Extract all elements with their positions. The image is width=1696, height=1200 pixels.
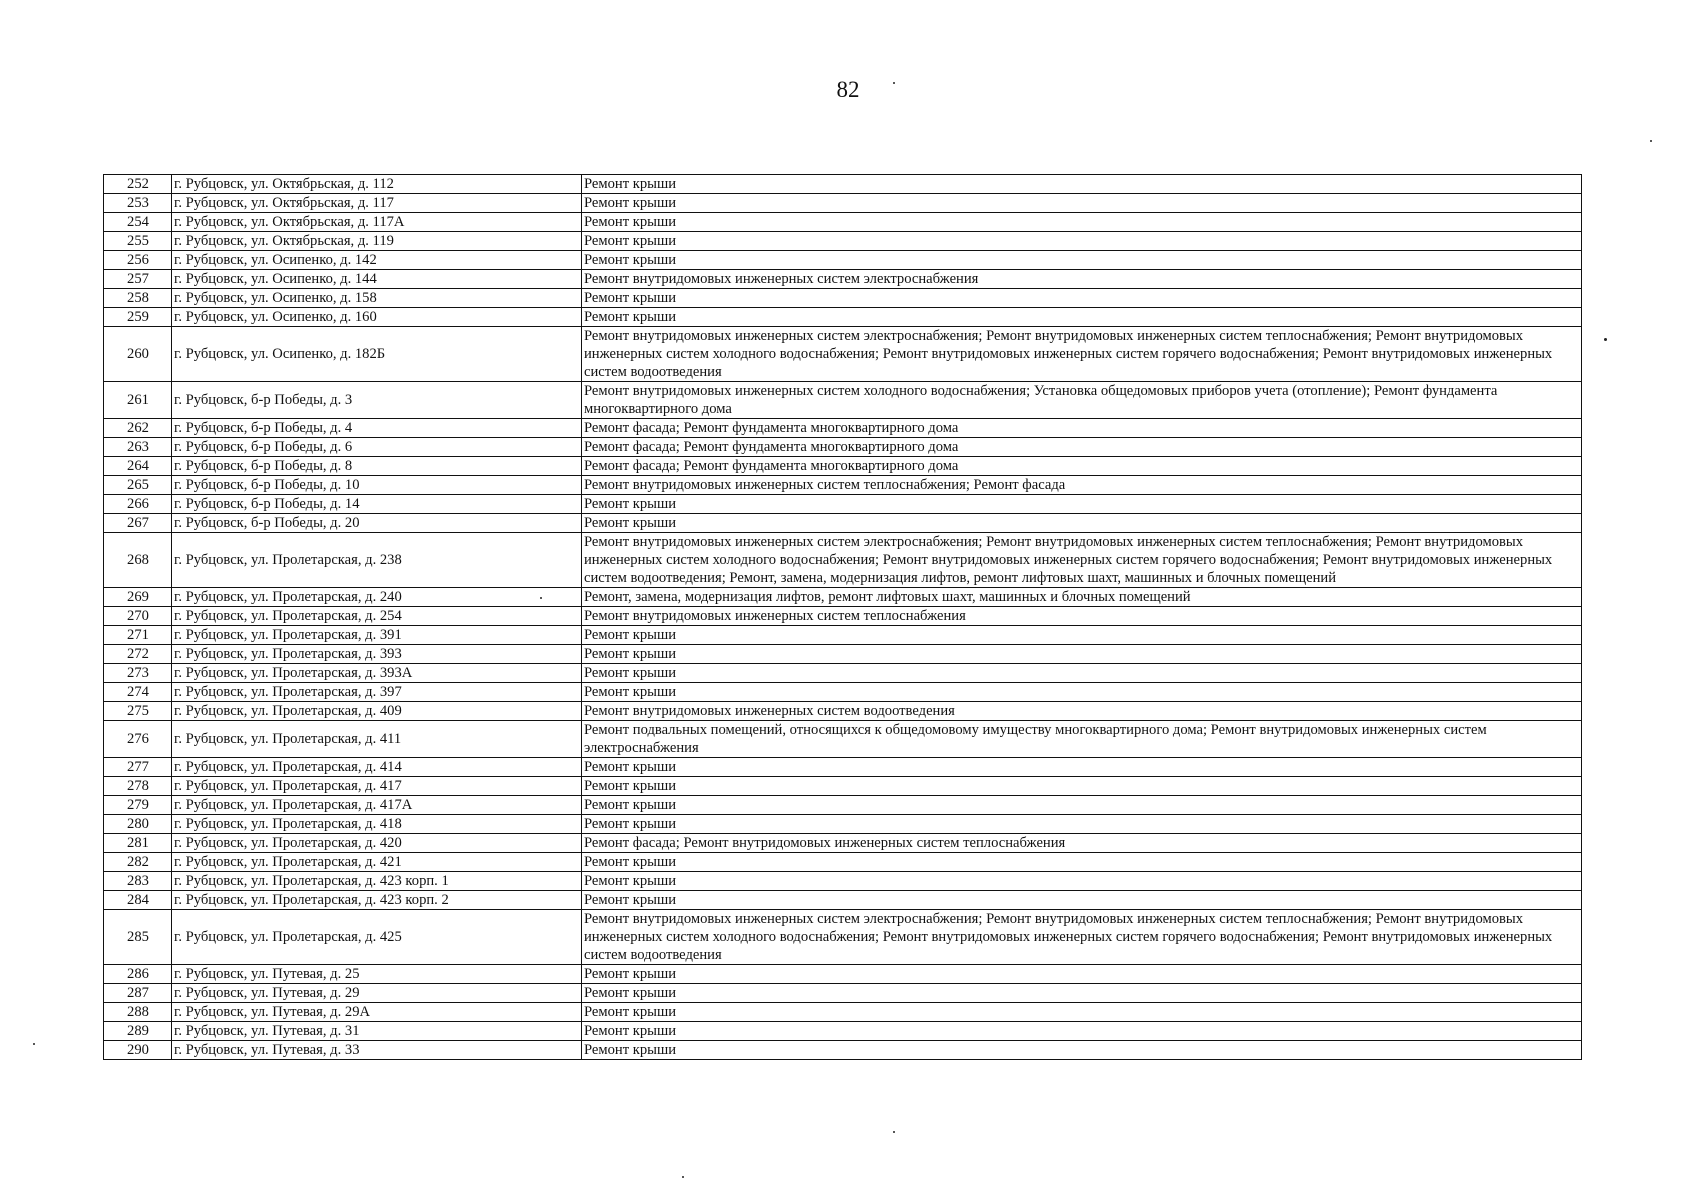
row-number-cell: 253 bbox=[104, 194, 172, 213]
address-cell: г. Рубцовск, ул. Октябрьская, д. 119 bbox=[172, 232, 582, 251]
address-cell: г. Рубцовск, ул. Пролетарская, д. 409 bbox=[172, 702, 582, 721]
table-row bbox=[104, 683, 1582, 702]
address-cell: г. Рубцовск, ул. Пролетарская, д. 425 bbox=[172, 910, 582, 965]
work-type-cell: Ремонт крыши bbox=[582, 626, 1582, 645]
table-row bbox=[104, 270, 1582, 289]
work-type-cell: Ремонт крыши bbox=[582, 984, 1582, 1003]
work-type-cell: Ремонт внутридомовых инженерных систем электроснабжения; Ремонт внутридомовых инженерных систем теплоснабжения; Ремонт внутридомовых инженерных систем холодного водоснабжения; Ремонт внутридомовых инженерных систем горячего водоснабжения; Ремонт внутридомовых инженерных систем водоотведения bbox=[582, 910, 1582, 965]
scan-speck bbox=[540, 597, 542, 599]
row-number-cell: 277 bbox=[104, 758, 172, 777]
table-row bbox=[104, 758, 1582, 777]
table-row bbox=[104, 457, 1582, 476]
row-number-cell: 271 bbox=[104, 626, 172, 645]
row-number-cell: 259 bbox=[104, 308, 172, 327]
work-type-cell: Ремонт крыши bbox=[582, 796, 1582, 815]
scan-speck bbox=[1650, 140, 1652, 142]
address-cell: г. Рубцовск, ул. Пролетарская, д. 417А bbox=[172, 796, 582, 815]
table-row bbox=[104, 872, 1582, 891]
page-number: 82 bbox=[836, 77, 860, 102]
row-number-cell: 286 bbox=[104, 965, 172, 984]
row-number-cell: 263 bbox=[104, 438, 172, 457]
row-number-cell: 254 bbox=[104, 213, 172, 232]
work-type-cell: Ремонт, замена, модернизация лифтов, ремонт лифтовых шахт, машинных и блочных помещений bbox=[582, 588, 1582, 607]
row-number-cell: 252 bbox=[104, 175, 172, 194]
address-cell: г. Рубцовск, ул. Осипенко, д. 160 bbox=[172, 308, 582, 327]
table-row bbox=[104, 702, 1582, 721]
table-row bbox=[104, 419, 1582, 438]
work-type-cell: Ремонт крыши bbox=[582, 308, 1582, 327]
table-row bbox=[104, 891, 1582, 910]
address-cell: г. Рубцовск, ул. Осипенко, д. 182Б bbox=[172, 327, 582, 382]
work-type-cell: Ремонт крыши bbox=[582, 213, 1582, 232]
address-cell: г. Рубцовск, б-р Победы, д. 3 bbox=[172, 382, 582, 419]
table-row bbox=[104, 796, 1582, 815]
works-table bbox=[103, 174, 1582, 1060]
table-row bbox=[104, 965, 1582, 984]
table-row bbox=[104, 533, 1582, 588]
table-row bbox=[104, 327, 1582, 382]
address-cell: г. Рубцовск, б-р Победы, д. 20 bbox=[172, 514, 582, 533]
address-cell: г. Рубцовск, ул. Пролетарская, д. 254 bbox=[172, 607, 582, 626]
address-cell: г. Рубцовск, ул. Осипенко, д. 158 bbox=[172, 289, 582, 308]
works-table-body bbox=[104, 175, 1582, 1060]
table-row bbox=[104, 476, 1582, 495]
table-row bbox=[104, 194, 1582, 213]
row-number-cell: 257 bbox=[104, 270, 172, 289]
address-cell: г. Рубцовск, ул. Осипенко, д. 142 bbox=[172, 251, 582, 270]
table-row bbox=[104, 853, 1582, 872]
work-type-cell: Ремонт фасада; Ремонт фундамента многоквартирного дома bbox=[582, 457, 1582, 476]
row-number-cell: 290 bbox=[104, 1041, 172, 1060]
work-type-cell: Ремонт крыши bbox=[582, 683, 1582, 702]
row-number-cell: 269 bbox=[104, 588, 172, 607]
work-type-cell: Ремонт крыши bbox=[582, 891, 1582, 910]
row-number-cell: 265 bbox=[104, 476, 172, 495]
scan-speck bbox=[682, 1176, 684, 1178]
row-number-cell: 282 bbox=[104, 853, 172, 872]
work-type-cell: Ремонт подвальных помещений, относящихся к общедомовому имуществу многоквартирного дома; Ремонт внутридомовых инженерных систем электроснабжения bbox=[582, 721, 1582, 758]
address-cell: г. Рубцовск, б-р Победы, д. 8 bbox=[172, 457, 582, 476]
work-type-cell: Ремонт крыши bbox=[582, 853, 1582, 872]
work-type-cell: Ремонт фасада; Ремонт фундамента многоквартирного дома bbox=[582, 438, 1582, 457]
address-cell: г. Рубцовск, ул. Путевая, д. 33 bbox=[172, 1041, 582, 1060]
work-type-cell: Ремонт фасада; Ремонт внутридомовых инженерных систем теплоснабжения bbox=[582, 834, 1582, 853]
address-cell: г. Рубцовск, ул. Пролетарская, д. 423 корп. 1 bbox=[172, 872, 582, 891]
address-cell: г. Рубцовск, б-р Победы, д. 4 bbox=[172, 419, 582, 438]
work-type-cell: Ремонт крыши bbox=[582, 664, 1582, 683]
row-number-cell: 273 bbox=[104, 664, 172, 683]
row-number-cell: 279 bbox=[104, 796, 172, 815]
address-cell: г. Рубцовск, ул. Пролетарская, д. 391 bbox=[172, 626, 582, 645]
table-row bbox=[104, 251, 1582, 270]
address-cell: г. Рубцовск, ул. Пролетарская, д. 418 bbox=[172, 815, 582, 834]
work-type-cell: Ремонт внутридомовых инженерных систем электроснабжения bbox=[582, 270, 1582, 289]
address-cell: г. Рубцовск, ул. Пролетарская, д. 393А bbox=[172, 664, 582, 683]
scan-speck bbox=[1604, 338, 1607, 341]
work-type-cell: Ремонт внутридомовых инженерных систем электроснабжения; Ремонт внутридомовых инженерных систем теплоснабжения; Ремонт внутридомовых инженерных систем холодного водоснабжения; Ремонт внутридомовых инженерных систем горячего водоснабжения; Ремонт внутридомовых инженерных систем водоотведения bbox=[582, 327, 1582, 382]
work-type-cell: Ремонт крыши bbox=[582, 495, 1582, 514]
row-number-cell: 283 bbox=[104, 872, 172, 891]
row-number-cell: 289 bbox=[104, 1022, 172, 1041]
row-number-cell: 281 bbox=[104, 834, 172, 853]
row-number-cell: 262 bbox=[104, 419, 172, 438]
address-cell: г. Рубцовск, ул. Пролетарская, д. 240 bbox=[172, 588, 582, 607]
address-cell: г. Рубцовск, ул. Пролетарская, д. 397 bbox=[172, 683, 582, 702]
scan-speck bbox=[33, 1043, 35, 1045]
table-row bbox=[104, 777, 1582, 796]
address-cell: г. Рубцовск, ул. Путевая, д. 25 bbox=[172, 965, 582, 984]
row-number-cell: 268 bbox=[104, 533, 172, 588]
scan-speck bbox=[893, 1131, 895, 1133]
table-row bbox=[104, 1003, 1582, 1022]
work-type-cell: Ремонт фасада; Ремонт фундамента многоквартирного дома bbox=[582, 419, 1582, 438]
row-number-cell: 280 bbox=[104, 815, 172, 834]
row-number-cell: 272 bbox=[104, 645, 172, 664]
address-cell: г. Рубцовск, ул. Путевая, д. 29 bbox=[172, 984, 582, 1003]
table-row bbox=[104, 910, 1582, 965]
work-type-cell: Ремонт крыши bbox=[582, 1022, 1582, 1041]
row-number-cell: 255 bbox=[104, 232, 172, 251]
table-row bbox=[104, 308, 1582, 327]
table-row bbox=[104, 232, 1582, 251]
table-row bbox=[104, 645, 1582, 664]
row-number-cell: 264 bbox=[104, 457, 172, 476]
table-row bbox=[104, 626, 1582, 645]
address-cell: г. Рубцовск, ул. Октябрьская, д. 117 bbox=[172, 194, 582, 213]
row-number-cell: 278 bbox=[104, 777, 172, 796]
work-type-cell: Ремонт крыши bbox=[582, 289, 1582, 308]
work-type-cell: Ремонт внутридомовых инженерных систем водоотведения bbox=[582, 702, 1582, 721]
table-row bbox=[104, 289, 1582, 308]
row-number-cell: 287 bbox=[104, 984, 172, 1003]
table-row bbox=[104, 984, 1582, 1003]
table-row bbox=[104, 607, 1582, 626]
address-cell: г. Рубцовск, ул. Осипенко, д. 144 bbox=[172, 270, 582, 289]
row-number-cell: 256 bbox=[104, 251, 172, 270]
address-cell: г. Рубцовск, ул. Пролетарская, д. 417 bbox=[172, 777, 582, 796]
address-cell: г. Рубцовск, ул. Пролетарская, д. 238 bbox=[172, 533, 582, 588]
works-table-container bbox=[103, 174, 1582, 1060]
table-row bbox=[104, 815, 1582, 834]
table-row bbox=[104, 382, 1582, 419]
work-type-cell: Ремонт крыши bbox=[582, 1041, 1582, 1060]
table-row bbox=[104, 495, 1582, 514]
work-type-cell: Ремонт крыши bbox=[582, 815, 1582, 834]
address-cell: г. Рубцовск, ул. Пролетарская, д. 423 корп. 2 bbox=[172, 891, 582, 910]
table-row bbox=[104, 438, 1582, 457]
table-row bbox=[104, 1041, 1582, 1060]
address-cell: г. Рубцовск, ул. Пролетарская, д. 414 bbox=[172, 758, 582, 777]
address-cell: г. Рубцовск, ул. Пролетарская, д. 421 bbox=[172, 853, 582, 872]
work-type-cell: Ремонт крыши bbox=[582, 194, 1582, 213]
row-number-cell: 258 bbox=[104, 289, 172, 308]
address-cell: г. Рубцовск, ул. Октябрьская, д. 117А bbox=[172, 213, 582, 232]
table-row bbox=[104, 175, 1582, 194]
work-type-cell: Ремонт внутридомовых инженерных систем холодного водоснабжения; Установка общедомовых приборов учета (отопление); Ремонт фундамента многоквартирного дома bbox=[582, 382, 1582, 419]
row-number-cell: 261 bbox=[104, 382, 172, 419]
address-cell: г. Рубцовск, ул. Путевая, д. 31 bbox=[172, 1022, 582, 1041]
row-number-cell: 267 bbox=[104, 514, 172, 533]
address-cell: г. Рубцовск, ул. Пролетарская, д. 420 bbox=[172, 834, 582, 853]
table-row bbox=[104, 664, 1582, 683]
work-type-cell: Ремонт внутридомовых инженерных систем электроснабжения; Ремонт внутридомовых инженерных систем теплоснабжения; Ремонт внутридомовых инженерных систем холодного водоснабжения; Ремонт внутридомовых инженерных систем горячего водоснабжения; Ремонт внутридомовых инженерных систем водоотведения; Ремонт, замена, модернизация лифтов, ремонт лифтовых шахт, машинных и блочных помещений bbox=[582, 533, 1582, 588]
address-cell: г. Рубцовск, ул. Пролетарская, д. 411 bbox=[172, 721, 582, 758]
row-number-cell: 284 bbox=[104, 891, 172, 910]
row-number-cell: 274 bbox=[104, 683, 172, 702]
row-number-cell: 266 bbox=[104, 495, 172, 514]
work-type-cell: Ремонт крыши bbox=[582, 514, 1582, 533]
table-row bbox=[104, 213, 1582, 232]
work-type-cell: Ремонт крыши bbox=[582, 758, 1582, 777]
work-type-cell: Ремонт крыши bbox=[582, 965, 1582, 984]
address-cell: г. Рубцовск, б-р Победы, д. 6 bbox=[172, 438, 582, 457]
row-number-cell: 276 bbox=[104, 721, 172, 758]
table-row bbox=[104, 834, 1582, 853]
address-cell: г. Рубцовск, б-р Победы, д. 14 bbox=[172, 495, 582, 514]
row-number-cell: 275 bbox=[104, 702, 172, 721]
work-type-cell: Ремонт крыши bbox=[582, 777, 1582, 796]
address-cell: г. Рубцовск, ул. Путевая, д. 29А bbox=[172, 1003, 582, 1022]
work-type-cell: Ремонт крыши bbox=[582, 645, 1582, 664]
address-cell: г. Рубцовск, б-р Победы, д. 10 bbox=[172, 476, 582, 495]
work-type-cell: Ремонт крыши bbox=[582, 251, 1582, 270]
row-number-cell: 288 bbox=[104, 1003, 172, 1022]
table-row bbox=[104, 721, 1582, 758]
scan-speck bbox=[893, 82, 895, 84]
table-row bbox=[104, 588, 1582, 607]
table-row bbox=[104, 514, 1582, 533]
work-type-cell: Ремонт крыши bbox=[582, 175, 1582, 194]
address-cell: г. Рубцовск, ул. Пролетарская, д. 393 bbox=[172, 645, 582, 664]
work-type-cell: Ремонт крыши bbox=[582, 1003, 1582, 1022]
row-number-cell: 270 bbox=[104, 607, 172, 626]
address-cell: г. Рубцовск, ул. Октябрьская, д. 112 bbox=[172, 175, 582, 194]
work-type-cell: Ремонт крыши bbox=[582, 872, 1582, 891]
row-number-cell: 260 bbox=[104, 327, 172, 382]
table-row bbox=[104, 1022, 1582, 1041]
work-type-cell: Ремонт внутридомовых инженерных систем теплоснабжения; Ремонт фасада bbox=[582, 476, 1582, 495]
work-type-cell: Ремонт крыши bbox=[582, 232, 1582, 251]
row-number-cell: 285 bbox=[104, 910, 172, 965]
work-type-cell: Ремонт внутридомовых инженерных систем теплоснабжения bbox=[582, 607, 1582, 626]
